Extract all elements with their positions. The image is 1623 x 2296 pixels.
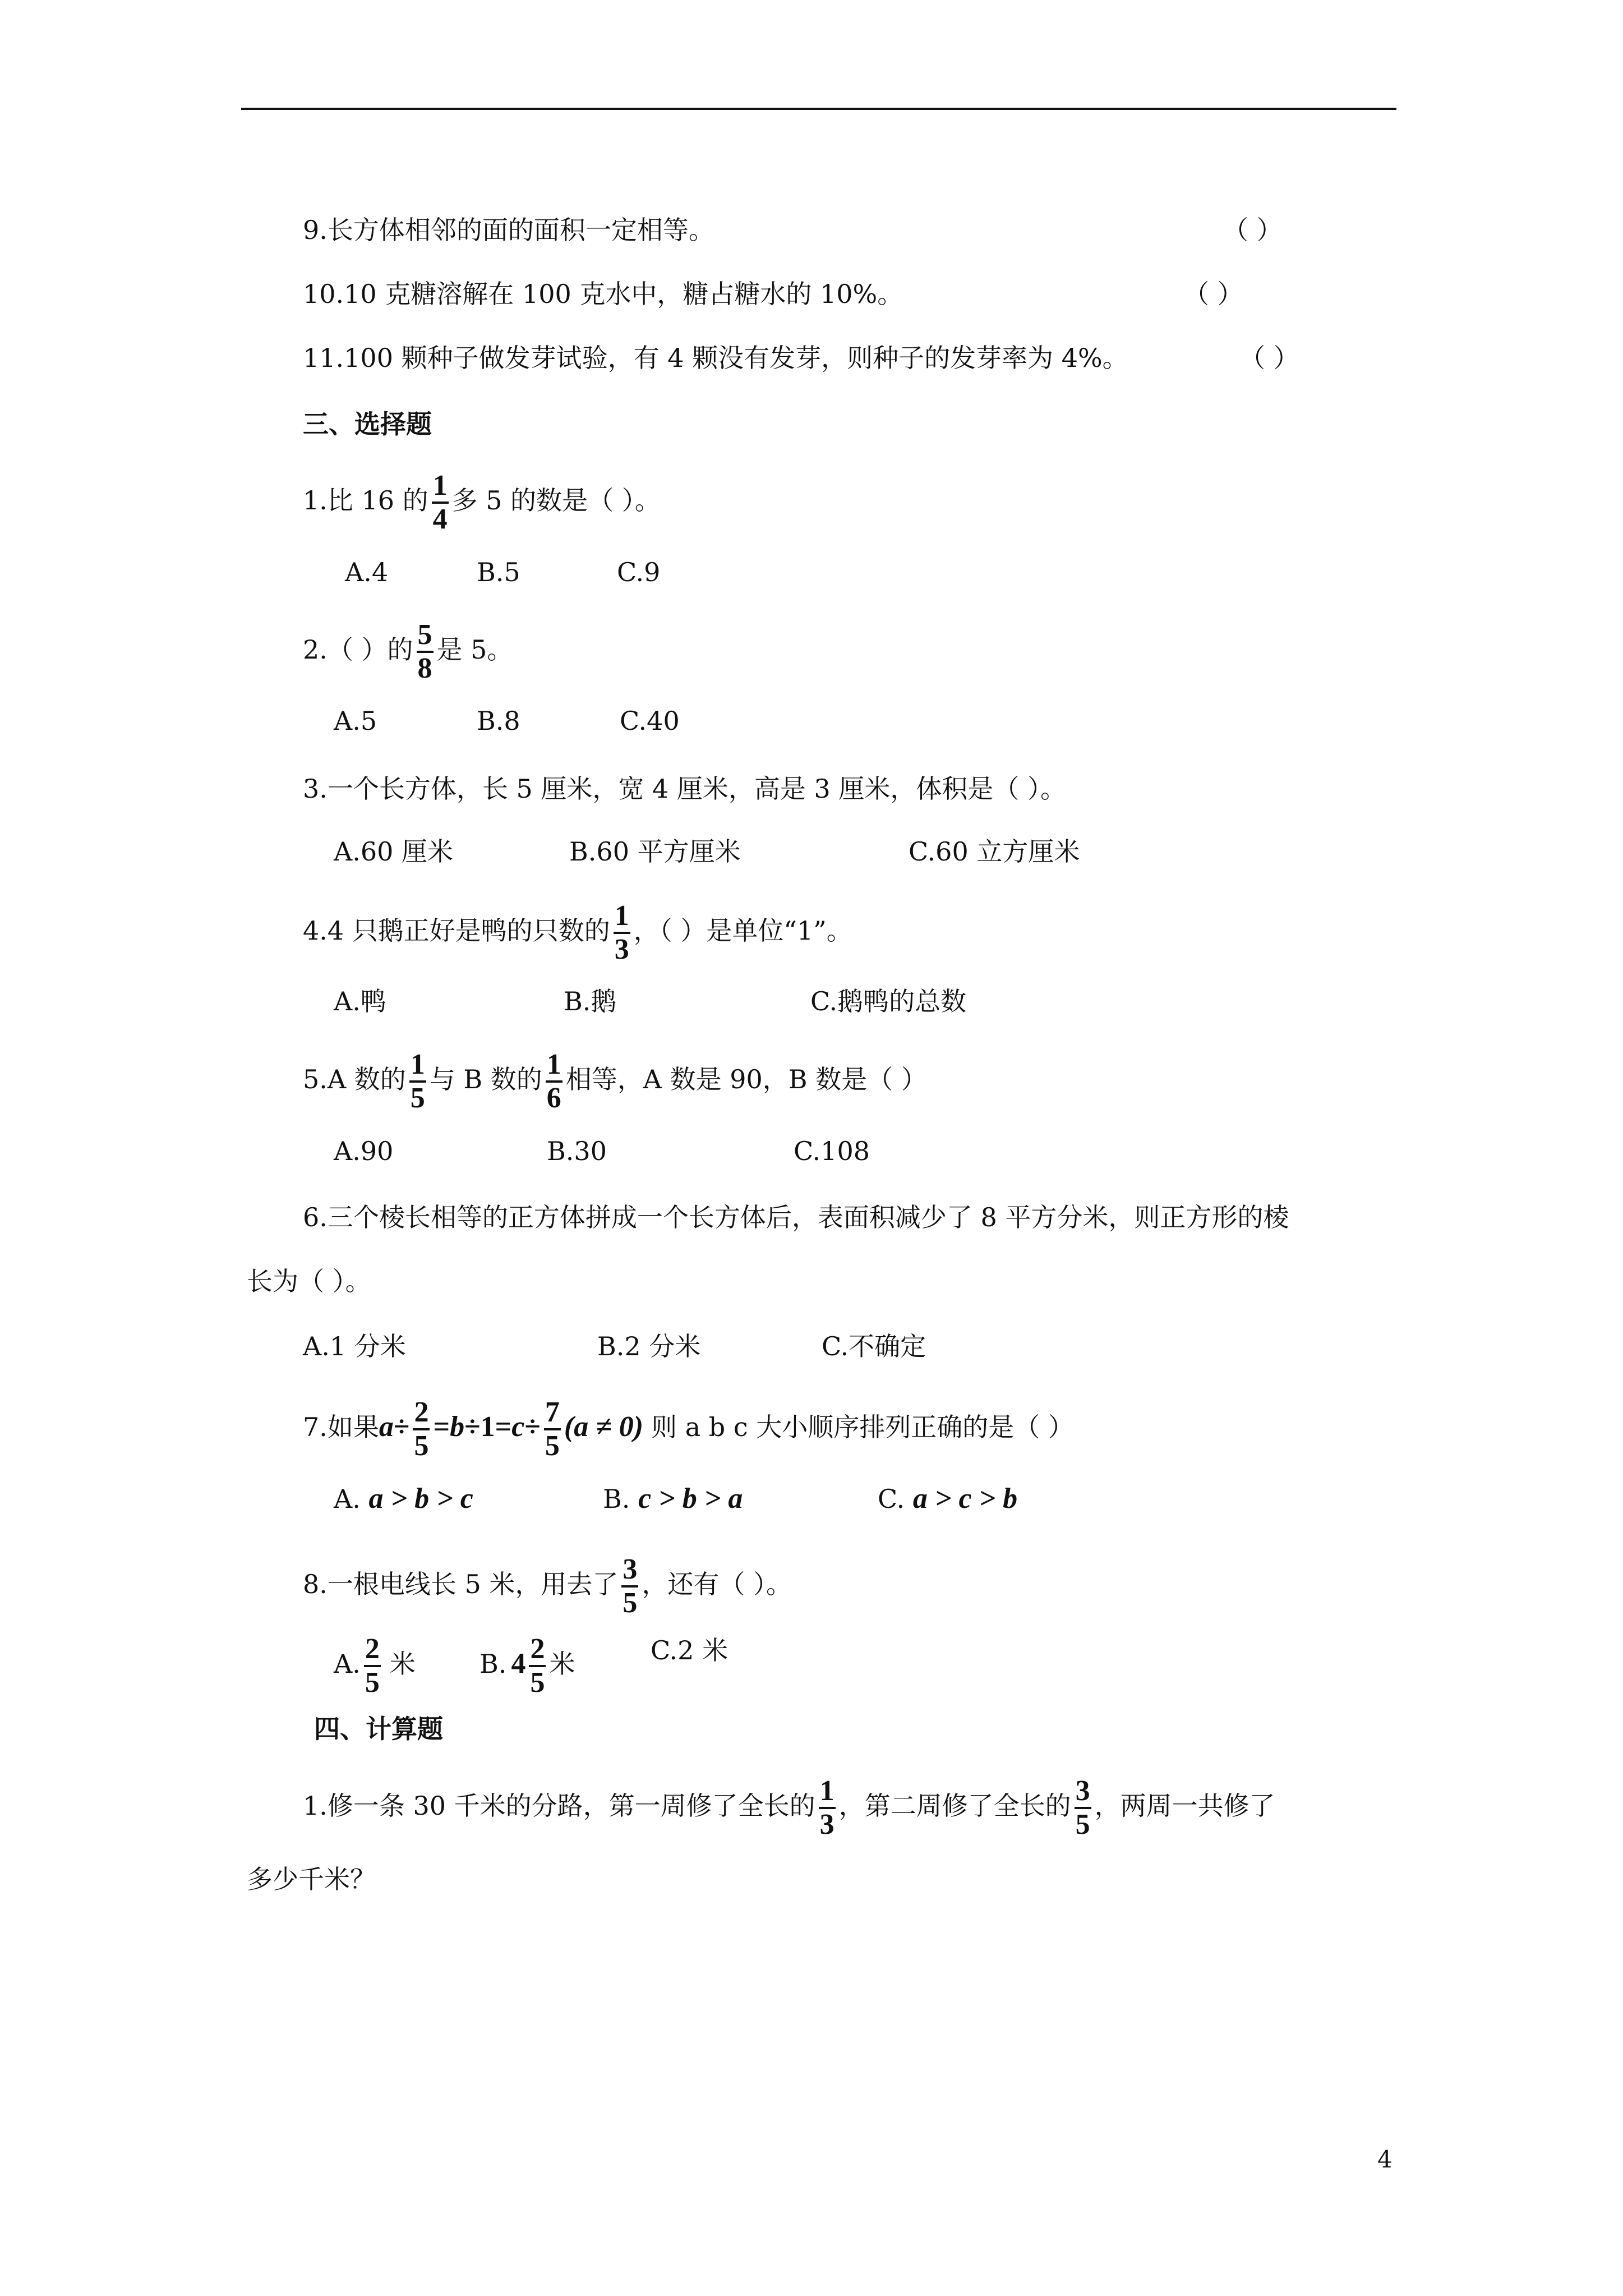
judge-answer-10[interactable]: （ ） [1183,279,1243,309]
choice-question-4 [303,900,852,965]
q7-option-b-label: B. [603,1484,630,1514]
q5-option-b[interactable]: B.30 [547,1136,607,1166]
q2-text-pre: 2.（ ）的 [303,634,413,665]
q7-fraction-2: $\frac{7}{5}$ [545,1396,560,1462]
judge-item-11: 11.100 颗种子做发芽试验，有 4 颗没有发芽，则种子的发芽率为 4%。 [303,343,1128,373]
calc1-text-pre: 1.修一条 30 千米的分路，第一周修了全长的 [303,1791,815,1821]
q2-option-c[interactable]: C.40 [620,706,680,736]
q7-option-b[interactable] [603,1482,743,1516]
q7-text-post: 则 a b c 大小顺序排列正确的是（ ） [651,1412,1074,1442]
q7-option-b-expr: c > b > a [638,1483,743,1515]
q4-text-post: ，（ ）是单位“1”。 [633,915,852,946]
q7-condition: (a ≠ 0) [564,1411,644,1443]
q7-divide-3: ÷ [524,1411,541,1443]
choice-question-1 [303,470,661,535]
q7-option-a[interactable] [334,1482,473,1516]
q5-text-mid: 与 B 数的 [429,1064,542,1094]
q1-fraction: $\frac{1}{4}$ [432,470,448,535]
judge-item-9: 9.长方体相邻的面的面积一定相等。 [303,215,714,245]
q8-option-a-fraction: $\frac{2}{5}$ [365,1633,380,1699]
q5-fraction-1: $\frac{1}{5}$ [410,1048,425,1114]
q4-option-c[interactable]: C.鹅鸭的总数 [810,986,967,1016]
q7-var-a: a [379,1411,394,1443]
q8-option-a-label: A. [334,1649,361,1679]
q8-option-b[interactable] [479,1634,575,1699]
q4-option-b[interactable]: B.鹅 [564,986,617,1016]
q7-var-b: b [450,1411,465,1443]
q7-var-c: c [511,1411,525,1443]
q8-fraction: $\frac{3}{5}$ [623,1553,638,1619]
q2-option-b[interactable]: B.8 [477,706,520,736]
q5-text-post: 相等，A 数是 90，B 数是（ ） [565,1064,927,1094]
q3-option-a[interactable]: A.60 厘米 [334,836,453,867]
q2-option-a[interactable]: A.5 [334,706,377,736]
q1-text-pre: 1.比 16 的 [303,485,428,516]
calc1-text-post: ，两周一共修了 [1094,1791,1275,1821]
q7-divide-1: ÷ [393,1411,410,1443]
header-rule [241,108,1396,110]
q6-option-c[interactable]: C.不确定 [822,1331,926,1361]
q3-option-c[interactable]: C.60 立方厘米 [909,836,1080,867]
q7-option-c-label: C. [878,1484,905,1514]
section-title-choice: 三、选择题 [303,409,432,439]
choice-question-7 [303,1397,1074,1462]
choice-question-2 [303,619,513,684]
calc1-fraction-2: $\frac{3}{5}$ [1075,1775,1090,1841]
calc-question-1 [303,1775,1275,1841]
q8-option-b-unit: 米 [549,1649,575,1679]
choice-question-8 [303,1554,792,1619]
q6-option-b[interactable]: B.2 分米 [597,1331,701,1361]
q2-fraction: $\frac{5}{8}$ [417,619,432,684]
q7-option-a-label: A. [334,1484,361,1514]
q6-option-a[interactable]: A.1 分米 [303,1331,406,1361]
q7-fraction-1: $\frac{2}{5}$ [414,1396,429,1462]
judge-answer-9[interactable]: （ ） [1223,215,1283,245]
q5-text-pre: 5.A 数的 [303,1064,406,1094]
page-number: 4 [1377,2146,1393,2173]
q8-option-a[interactable] [334,1634,416,1699]
judge-item-10: 10.10 克糖溶解在 100 克水中，糖占糖水的 10%。 [303,279,903,309]
choice-question-6-line2: 长为（ ）。 [247,1266,371,1296]
q8-option-c[interactable]: C.2 米 [651,1635,728,1665]
q7-equals-1: = [433,1411,450,1443]
q7-option-a-expr: a > b > c [368,1483,473,1515]
q7-divide-2: ÷1 [464,1411,495,1443]
q1-option-a[interactable]: A.4 [345,557,389,587]
q7-option-c[interactable] [878,1482,1017,1516]
q3-option-b[interactable]: B.60 平方厘米 [569,836,741,867]
q4-text-pre: 4.4 只鹅正好是鸭的只数的 [303,915,610,946]
calc1-text-mid: ，第二周修了全长的 [838,1791,1071,1821]
calc-question-1-line2: 多少千米？ [247,1864,376,1894]
q7-option-c-expr: a > c > b [912,1483,1018,1515]
q1-option-b[interactable]: B.5 [477,557,520,587]
q8-option-a-unit: 米 [389,1649,416,1679]
q8-text-post: ，还有（ ）。 [642,1569,792,1599]
q8-option-b-label: B. [479,1649,507,1679]
section-title-calculation: 四、计算题 [314,1714,443,1744]
q5-option-c[interactable]: C.108 [794,1136,870,1166]
q7-text-pre: 7.如果 [303,1412,379,1442]
q8-option-b-fraction: $\frac{2}{5}$ [530,1633,545,1699]
q4-fraction: $\frac{1}{3}$ [614,900,629,965]
choice-question-6-line1: 6.三个棱长相等的正方体拼成一个长方体后，表面积减少了 8 平方分米，则正方形的棱 [303,1202,1289,1232]
q5-fraction-2: $\frac{1}{6}$ [546,1048,561,1114]
q4-option-a[interactable]: A.鸭 [334,986,386,1016]
q2-text-post: 是 5。 [436,634,513,665]
judge-answer-11[interactable]: （ ） [1239,343,1299,373]
q1-option-c[interactable]: C.9 [617,557,661,587]
calc1-fraction-1: $\frac{1}{3}$ [819,1775,834,1841]
q1-text-post: 多 5 的数是（ ）。 [451,485,661,516]
q8-text-pre: 8.一根电线长 5 米，用去了 [303,1569,619,1599]
choice-question-3: 3.一个长方体，长 5 厘米，宽 4 厘米，高是 3 厘米，体积是（ ）。 [303,774,1067,804]
q8-option-b-whole: 4 [511,1648,526,1680]
q7-equals-2: = [495,1411,512,1443]
choice-question-5 [303,1049,927,1114]
q5-option-a[interactable]: A.90 [334,1136,394,1166]
